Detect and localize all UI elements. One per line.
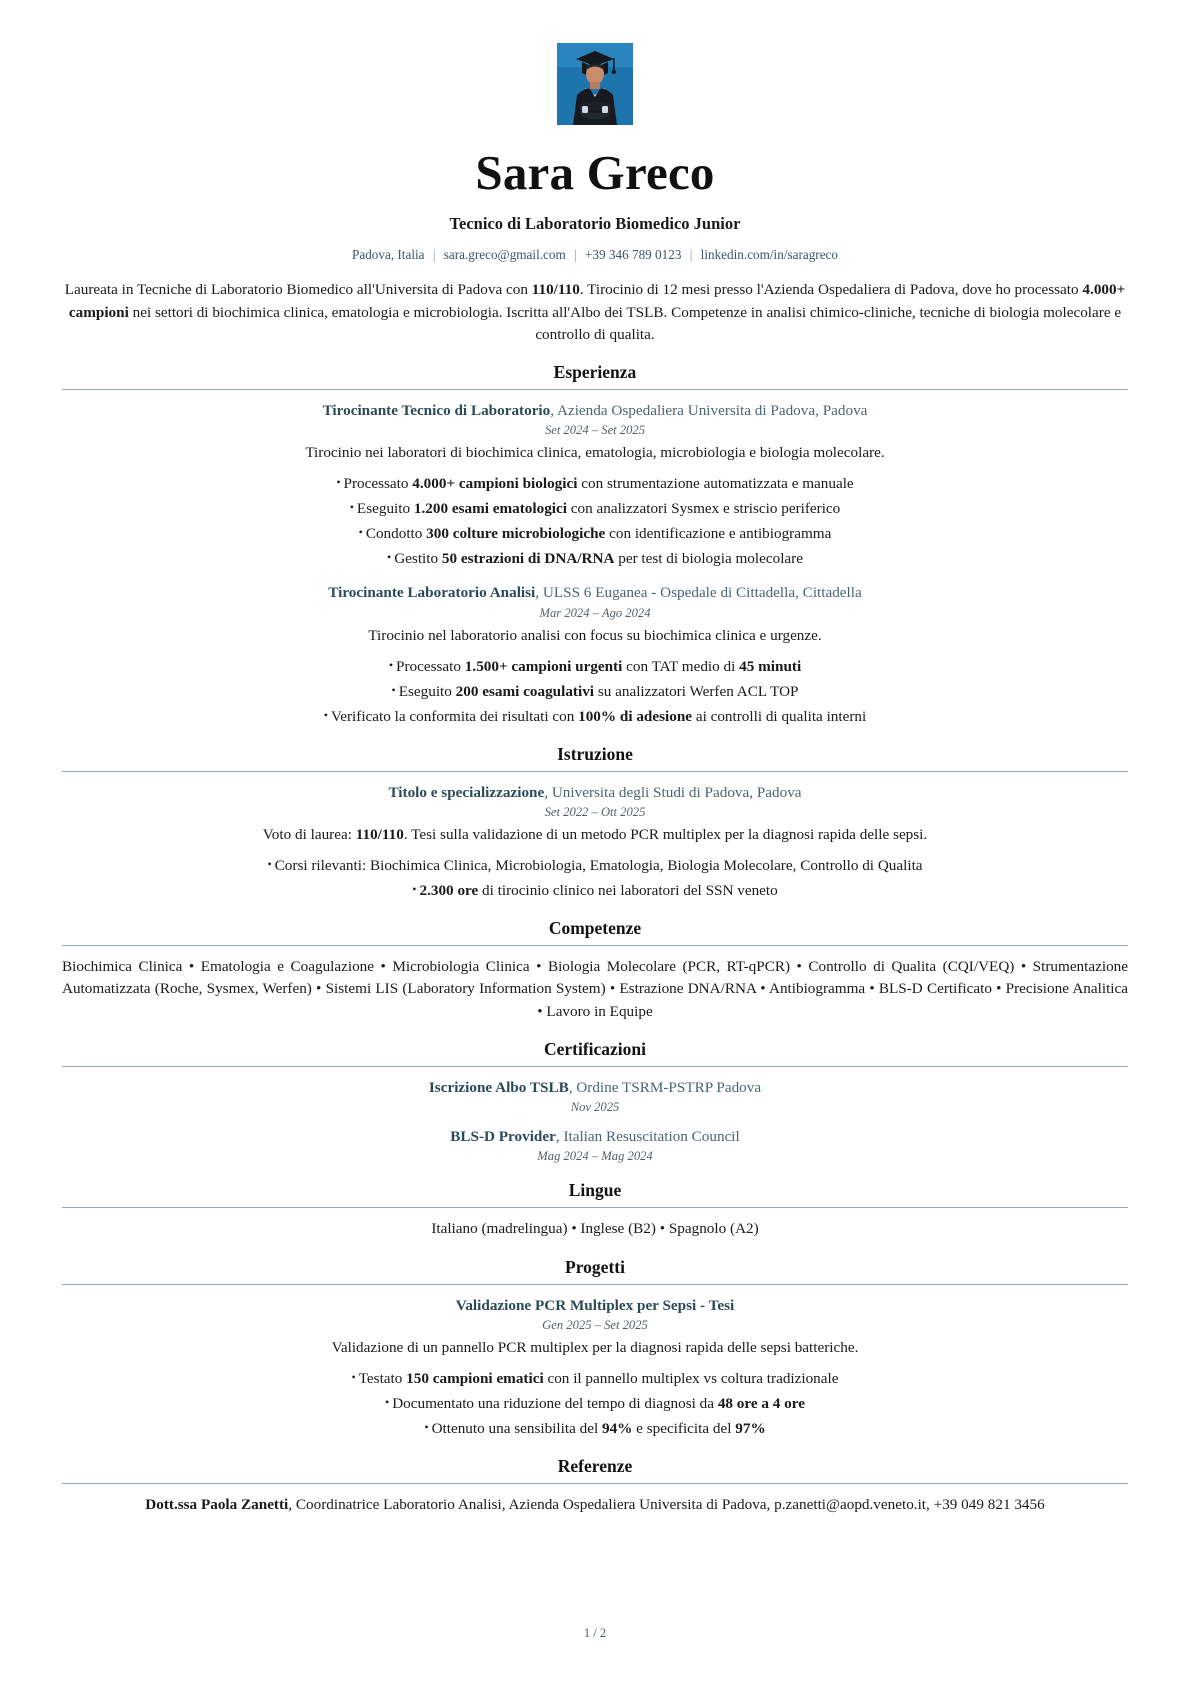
entry-organization: , Universita degli Studi di Padova, Padova	[544, 783, 802, 801]
contact-location: Padova, Italia	[352, 247, 425, 263]
page-indicator: 1 / 2	[583, 1626, 607, 1640]
entry	[62, 582, 1128, 727]
bullet-dot-icon: •	[387, 550, 392, 565]
section-languages	[62, 1180, 1128, 1240]
entry-heading	[62, 1077, 1128, 1098]
project-entries	[62, 1295, 1128, 1440]
section-title-skills: Competenze	[548, 918, 642, 939]
page-title: Sara Greco	[475, 145, 715, 200]
section-experience	[62, 362, 1128, 728]
bullet-item: • 2.300 ore di tirocinio clinico nei laboratori del SSN veneto	[412, 882, 778, 900]
entry	[62, 1126, 1128, 1164]
entry-role: Validazione PCR Multiplex per Sepsi - Tesi	[455, 1296, 735, 1314]
entry-role: BLS-D Provider	[450, 1128, 556, 1146]
bullet-dot-icon: •	[424, 1419, 429, 1434]
skills-list: Biochimica Clinica • Ematologia e Coagulazione • Microbiologia Clinica • Biologia Molecolare (PCR, RT-qPCR) • Controllo di Qualita (CQI/VEQ) • Strumentazione Automatizzata (Roche, Sysmex, Werfen) • Sistemi LIS (Laboratory Information System) • Estrazione DNA/RNA • Antibiogramma • BLS-D Certificato • Precisione Analitica • Lavoro in Equipe	[62, 958, 1128, 1020]
contact-linkedin[interactable]: linkedin.com/in/saragreco	[700, 247, 838, 263]
entry-bullets	[62, 473, 1128, 570]
section-divider	[62, 389, 1128, 390]
education-entries	[62, 782, 1128, 902]
entry-organization: , Italian Resuscitation Council	[555, 1128, 740, 1146]
section-divider	[62, 1066, 1128, 1067]
entry-role: Iscrizione Albo TSLB	[428, 1078, 569, 1096]
section-title-references: Referenze	[557, 1455, 633, 1476]
entry-date-range: Mag 2024 – Mag 2024	[537, 1149, 653, 1164]
entry-heading	[62, 782, 1128, 803]
bullet-dot-icon: •	[323, 707, 328, 722]
bullet-item: • Testato 150 campioni ematici con il pannello multiplex vs coltura tradizionale	[351, 1369, 839, 1387]
section-title-education: Istruzione	[557, 743, 633, 764]
entry-bullets	[62, 855, 1128, 902]
bullet-item: • Processato 1.500+ campioni urgenti con TAT medio di 45 minuti	[388, 657, 802, 675]
bullet-dot-icon: •	[267, 857, 272, 872]
entry-date-range: Set 2022 – Ott 2025	[544, 805, 646, 820]
entry-role: Tirocinante Laboratorio Analisi	[328, 584, 536, 602]
entry-bullets	[62, 1368, 1128, 1440]
entry-organization: , Azienda Ospedaliera Universita di Padova, Padova	[550, 402, 868, 419]
bullet-dot-icon: •	[358, 525, 363, 540]
contact-separator: |	[689, 247, 693, 263]
contact-phone[interactable]: +39 346 789 0123	[584, 247, 682, 263]
section-education	[62, 744, 1128, 902]
contact-email[interactable]: sara.greco@gmail.com	[443, 247, 566, 263]
entry-role: Titolo e specializzazione	[388, 783, 545, 801]
entry-bullets	[62, 656, 1128, 728]
entry-heading	[62, 582, 1128, 603]
entry	[62, 782, 1128, 902]
entry-date-range: Nov 2025	[570, 1100, 620, 1115]
bullet-dot-icon: •	[349, 500, 354, 515]
entry-description: Voto di laurea: 110/110. Tesi sulla validazione di un metodo PCR multiplex per la diagnosi rapida delle sepsi.	[262, 826, 928, 844]
bullet-item: • Ottenuto una sensibilita del 94% e specificita del 97%	[424, 1419, 766, 1437]
entry	[62, 400, 1128, 570]
contact-separator: |	[432, 247, 436, 263]
section-projects	[62, 1257, 1128, 1440]
bullet-dot-icon: •	[412, 882, 417, 897]
avatar-wrapper	[62, 43, 1128, 125]
resume-header	[62, 43, 1128, 346]
section-title-experience: Esperienza	[553, 362, 637, 382]
bullet-item: • Verificato la conformita dei risultati con 100% di adesione ai controlli di qualita interni	[323, 707, 867, 725]
entry-heading	[62, 1295, 1128, 1316]
experience-entries	[62, 400, 1128, 728]
section-divider	[62, 1284, 1128, 1285]
entry-organization: , Ordine TSRM-PSTRP Padova	[568, 1078, 762, 1096]
reference-entry: Dott.ssa Paola Zanetti, Coordinatrice Laboratorio Analisi, Azienda Ospedaliera Universita di Padova, p.zanetti@aopd.veneto.it, +39 049 821 3456	[145, 1495, 1045, 1513]
entry	[62, 1295, 1128, 1440]
page-footer	[0, 1626, 1190, 1641]
bullet-item: • Eseguito 1.200 esami ematologici con analizzatori Sysmex e striscio periferico	[349, 500, 841, 518]
professional-summary: Laureata in Tecniche di Laboratorio Biomedico all'Universita di Padova con 110/110. Tirocinio di 12 mesi presso l'Azienda Ospedaliera di Padova, dove ho processato 4.000+ campioni nei settori di biochimica clinica, ematologia e microbiologia. Iscritta all'Albo dei TSLB. Competenze in analisi chimico-cliniche, tecniche di biologia molecolare e controllo di qualita.	[64, 281, 1126, 343]
section-certifications	[62, 1039, 1128, 1165]
bullet-dot-icon: •	[391, 682, 396, 697]
entry-heading	[62, 1126, 1128, 1147]
contact-line	[62, 247, 1128, 263]
section-divider	[62, 771, 1128, 772]
entry-date-range: Gen 2025 – Set 2025	[542, 1317, 648, 1332]
section-divider	[62, 1483, 1128, 1484]
bullet-item: • Documentato una riduzione del tempo di diagnosi da 48 ore a 4 ore	[385, 1394, 805, 1412]
section-divider	[62, 945, 1128, 946]
entry-date-range: Set 2024 – Set 2025	[544, 423, 646, 438]
bullet-item: • Processato 4.000+ campioni biologici con strumentazione automatizzata e manuale	[336, 475, 854, 493]
section-skills	[62, 918, 1128, 1023]
section-references	[62, 1456, 1128, 1516]
avatar	[557, 43, 633, 125]
bullet-item: • Eseguito 200 esami coagulativi su analizzatori Werfen ACL TOP	[391, 682, 799, 700]
contact-separator: |	[574, 247, 577, 263]
section-title-certifications: Certificazioni	[543, 1038, 647, 1059]
professional-headline: Tecnico di Laboratorio Biomedico Junior	[449, 214, 741, 234]
section-divider	[62, 1207, 1128, 1208]
section-title-projects: Progetti	[565, 1256, 625, 1277]
certification-entries	[62, 1077, 1128, 1165]
entry-date-range: Mar 2024 – Ago 2024	[539, 605, 651, 620]
bullet-dot-icon: •	[385, 1394, 390, 1409]
bullet-dot-icon: •	[336, 475, 341, 490]
section-title-languages: Lingue	[568, 1180, 622, 1201]
entry-organization: , ULSS 6 Euganea - Ospedale di Cittadella, Cittadella	[535, 584, 862, 602]
entry-description: Validazione di un pannello PCR multiplex per la diagnosi rapida delle sepsi batteriche.	[331, 1338, 859, 1356]
bullet-item: • Gestito 50 estrazioni di DNA/RNA per test di biologia molecolare	[387, 550, 803, 568]
bullet-dot-icon: •	[388, 657, 394, 672]
entry	[62, 1077, 1128, 1115]
entry-heading	[62, 400, 1128, 421]
entry-description: Tirocinio nei laboratori di biochimica clinica, ematologia, microbiologia e biologia molecolare.	[305, 444, 885, 462]
entry-description: Tirocinio nel laboratorio analisi con focus su biochimica clinica e urgenze.	[368, 626, 822, 644]
entry-role: Tirocinante Tecnico di Laboratorio	[322, 402, 551, 419]
bullet-item: • Corsi rilevanti: Biochimica Clinica, Microbiologia, Ematologia, Biologia Molecolare, Controllo di Qualita	[267, 857, 923, 875]
bullet-item: • Condotto 300 colture microbiologiche con identificazione e antibiogramma	[358, 525, 832, 543]
languages-list: Italiano (madrelingua) • Inglese (B2) • Spagnolo (A2)	[431, 1220, 759, 1238]
bullet-dot-icon: •	[351, 1369, 356, 1384]
